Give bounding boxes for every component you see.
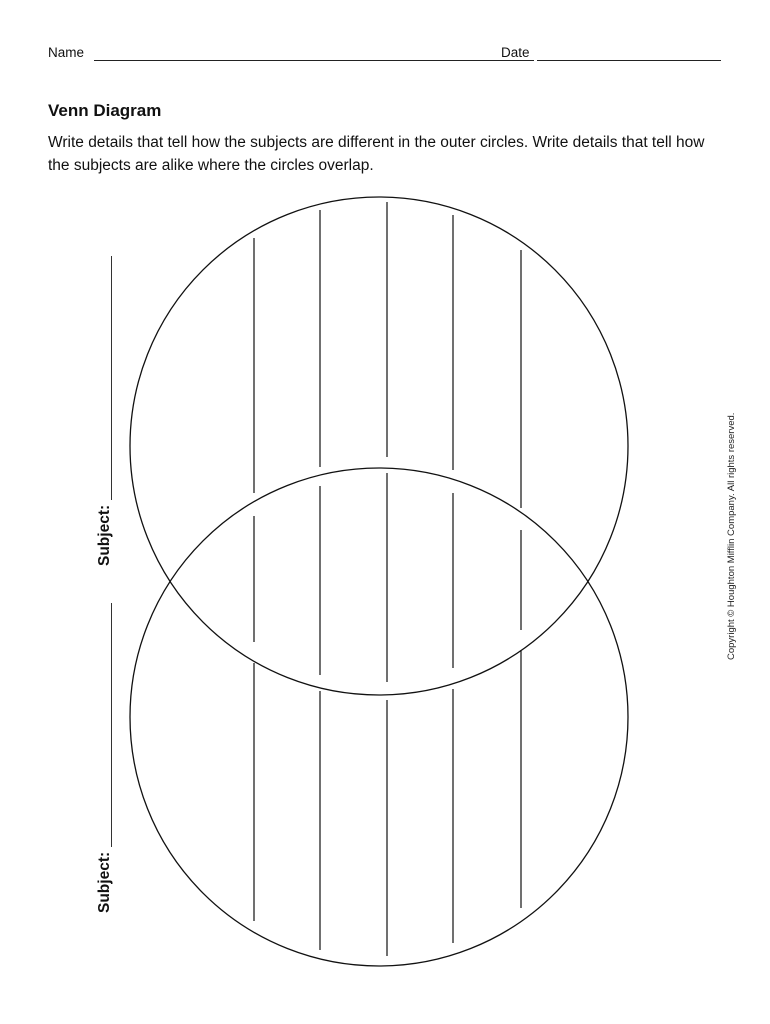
bottom-circle [130,468,628,966]
subject-bottom-label: Subject: [96,851,113,913]
subject-top-label: Subject: [96,504,113,566]
writing-lines [254,202,521,956]
page-title: Venn Diagram [48,101,162,120]
name-label: Name [48,45,85,60]
instructions: Write details that tell how the subjects are different in the outer circles. Write details that tell how the subjects are alike where the circles overlap. [48,134,705,174]
date-label: Date [501,45,530,60]
subject-bottom-field[interactable] [111,603,112,847]
subject-top-field[interactable] [111,256,112,500]
copyright-notice: Copyright © Houghton Mifflin Company. All rights reserved. [726,412,737,660]
top-circle [130,197,628,695]
